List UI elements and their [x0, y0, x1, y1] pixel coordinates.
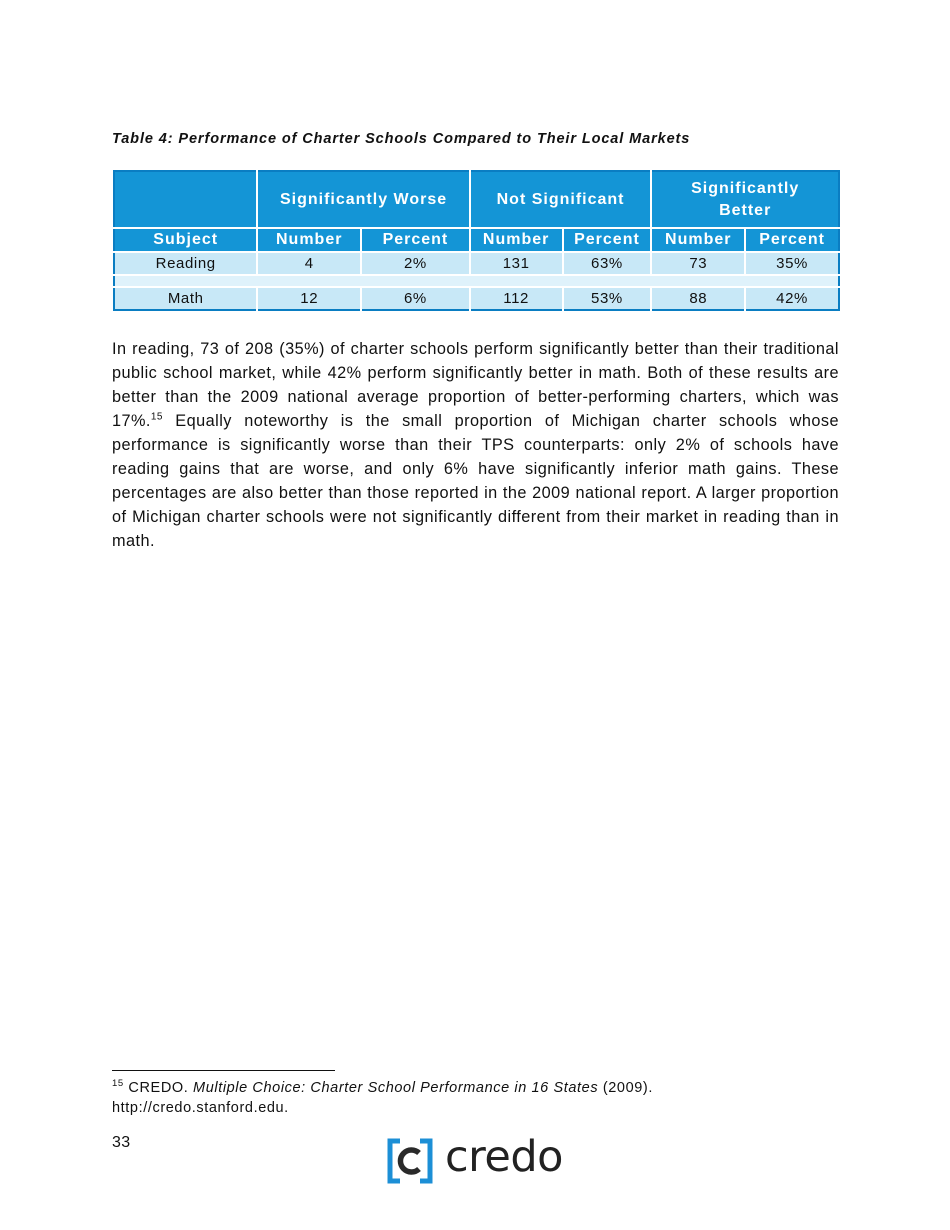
table-cell: 6% [361, 287, 470, 310]
footnote [112, 1078, 840, 1118]
footnote-reference[interactable]: 15 [150, 411, 163, 423]
group-header-significantly-better [651, 171, 839, 228]
empty-corner-cell [114, 171, 257, 228]
table-cell: 73 [651, 252, 745, 275]
footnote-url[interactable]: http://credo.stanford.edu. [112, 1100, 289, 1116]
table-cell: 53% [563, 287, 652, 310]
table-cell: 35% [745, 252, 839, 275]
body-paragraph [112, 337, 839, 553]
table-cell: 112 [470, 287, 563, 310]
table-cell: 4 [257, 252, 361, 275]
logo-c-mark [400, 1150, 419, 1172]
group-header-not-significant: Not Significant [470, 171, 652, 228]
table-caption: Table 4: Performance of Charter Schools Compared to Their Local Markets [112, 131, 691, 147]
logo-right-bracket [420, 1141, 430, 1181]
credo-bracket-icon [385, 1136, 435, 1186]
column-header-percent: Percent [745, 228, 839, 252]
column-header-percent: Percent [361, 228, 470, 252]
footnote-number: 15 [112, 1078, 124, 1090]
footnote-title: Multiple Choice: Charter School Performance in 16 States [193, 1080, 599, 1096]
column-header-subject: Subject [114, 228, 257, 252]
column-header-number: Number [257, 228, 361, 252]
table-cell: 88 [651, 287, 745, 310]
performance-table [113, 170, 840, 311]
table-cell: 2% [361, 252, 470, 275]
body-paragraph-part2: Equally noteworthy is the small proportion of Michigan charter schools whose performance is significantly worse than their TPS counterparts: only 2% of schools have reading gains that are worse, and only 6% have significantly inferior math gains. These percentages are also better than those reported in the 2009 national report. A larger proportion of Michigan charter schools were not significantly different from their market in reading than in math. [112, 412, 839, 550]
body-paragraph-part1: In reading, 73 of 208 (35%) of charter schools perform significantly better than their traditional public school market, while 42% perform significantly better in math. Both of these results are better than the 2009 national average proportion of better-performing charters, which was 17%. [112, 340, 839, 430]
column-header-number: Number [470, 228, 563, 252]
table-spacer-cell [114, 275, 839, 287]
column-header-row [114, 228, 839, 252]
table-cell-subject: Math [114, 287, 257, 310]
footnote-divider [112, 1070, 335, 1071]
page-number: 33 [112, 1134, 131, 1151]
column-header-percent: Percent [563, 228, 652, 252]
column-header-number: Number [651, 228, 745, 252]
table-row-math [114, 287, 839, 310]
table-cell: 131 [470, 252, 563, 275]
group-header-row [114, 171, 839, 228]
table-cell: 63% [563, 252, 652, 275]
footnote-author: CREDO. [123, 1080, 194, 1096]
table-row-reading [114, 252, 839, 275]
group-header-significantly-better-text: Significantly Better [691, 179, 800, 219]
table-cell: 42% [745, 287, 839, 310]
footnote-year: (2009). [598, 1080, 653, 1096]
logo-wordmark: credo [445, 1132, 563, 1182]
credo-logo [385, 1132, 570, 1186]
group-header-significantly-worse: Significantly Worse [257, 171, 469, 228]
table-cell: 12 [257, 287, 361, 310]
table-cell-subject: Reading [114, 252, 257, 275]
table-spacer-row [114, 275, 839, 287]
